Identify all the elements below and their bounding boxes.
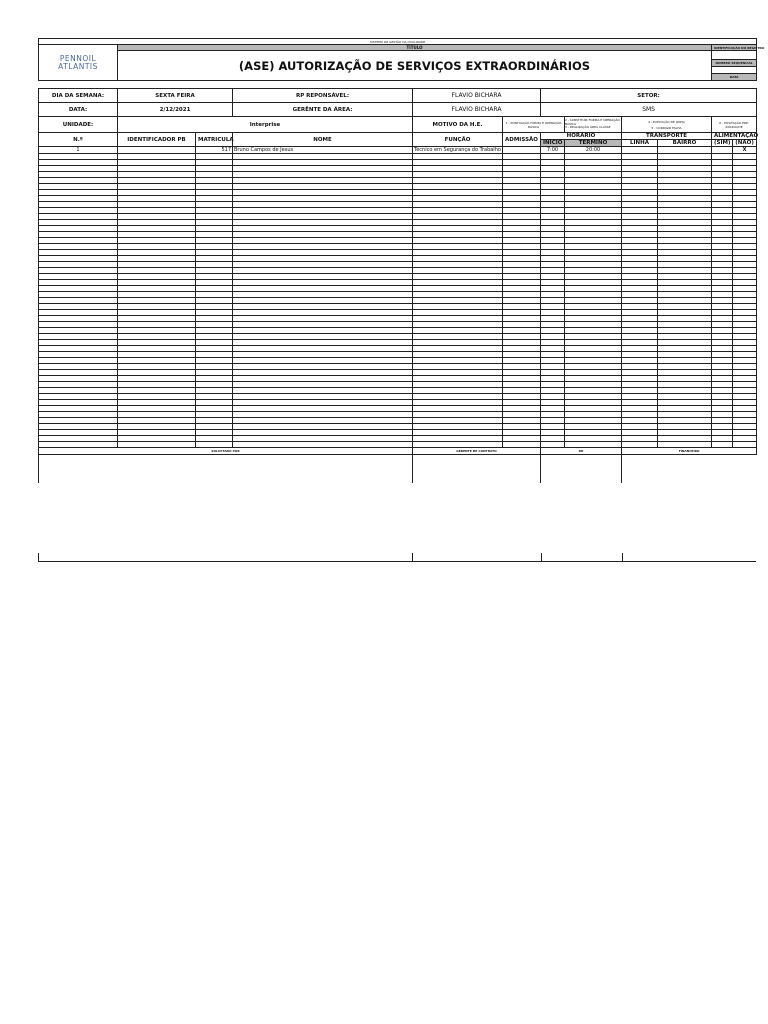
- motivo-label: MOTIVO DA H.E.: [413, 117, 503, 133]
- motivo-option-5: 5 - CORRIGIR FALHA: [651, 125, 682, 130]
- dia-semana-value[interactable]: SEXTA FEIRA: [118, 89, 233, 103]
- form-header-table: [38, 38, 765, 483]
- financeiro-label: FINANCEIRO: [622, 448, 757, 455]
- solicitado-signature[interactable]: [39, 455, 413, 483]
- data-value[interactable]: 2/12/2021: [118, 103, 233, 117]
- setor-label: SETOR:: [541, 89, 757, 103]
- col-nao: (NÃO): [733, 140, 757, 147]
- cell-inicio[interactable]: 7:00: [541, 147, 565, 154]
- cell-bairro[interactable]: [658, 147, 712, 154]
- data-label: DATA:: [39, 103, 118, 117]
- system-label: SISTEMA DE GESTÃO DA QUALIDADE: [39, 39, 757, 45]
- col-nome: NOME: [233, 133, 413, 147]
- data-registro-label: DATA: [712, 74, 757, 81]
- gerente-contrato-signature[interactable]: [413, 455, 541, 483]
- cell-sim[interactable]: [712, 147, 733, 154]
- motivo-option-3: 3 - REALIZAÇÃO ÁREA CLASSE: [565, 125, 611, 130]
- motivo-option-2: 2 - SUBSTITUIR FORMA E OPERAÇÃO BASICA: [565, 118, 620, 126]
- motivo-options-2-3[interactable]: [565, 117, 622, 133]
- unidade-label: UNIDADE:: [39, 117, 118, 133]
- col-termino: TÉRMINO: [565, 140, 622, 147]
- cell-linha[interactable]: [622, 147, 658, 154]
- col-n: N.º: [39, 133, 118, 147]
- cell-n[interactable]: 1: [39, 147, 118, 154]
- col-linha: LINHA: [622, 140, 658, 147]
- motivo-options-4-5[interactable]: [622, 117, 712, 133]
- cell-funcao[interactable]: Técnico em Segurança do Trabalho: [414, 147, 501, 153]
- table-row: [39, 147, 757, 154]
- numero-sequencial-label: NUMERO SEQUENCIAL: [712, 60, 757, 67]
- motivo-option-1[interactable]: 1 - PONTUAÇÃO FORMA E OPERAÇÃO BASICA: [503, 117, 565, 133]
- cell-nao[interactable]: X: [733, 147, 757, 154]
- identificacao-registro-value[interactable]: [712, 51, 757, 60]
- logo-line-2: ATLANTIS: [58, 61, 98, 71]
- col-identificador: IDENTIFICADOR PB: [118, 133, 196, 147]
- rh-signature[interactable]: [541, 455, 622, 483]
- cell-matricula[interactable]: 517: [196, 147, 233, 154]
- signature-lines: [38, 483, 756, 573]
- motivo-option-6[interactable]: 6 - POSITAÇÃO PRE-ROLIDAYDE: [712, 117, 757, 133]
- motivo-option-4: 4 - EXECUÇÃO DE LINHA: [648, 119, 685, 124]
- col-bairro: BAIRRO: [658, 140, 712, 147]
- col-funcao: FUNÇÃO: [413, 133, 503, 147]
- col-alimentacao: ALIMENTAÇÃO: [712, 133, 757, 140]
- solicitado-label: SOLICITADO POR: [39, 448, 413, 455]
- gerente-value[interactable]: FLAVIO BICHARA: [413, 103, 541, 117]
- cell-nome[interactable]: Bruno Campos de Jesus: [233, 147, 413, 154]
- rp-label: RP REPONSÁVEL:: [233, 89, 413, 103]
- form-title: (ASE) AUTORIZAÇÃO DE SERVIÇOS EXTRAORDINÁRIOS: [118, 51, 712, 81]
- gerente-contrato-label: GERENTE DE CONTRATO: [413, 448, 541, 455]
- gerente-label: GERÊNTE DA ÁREA:: [233, 103, 413, 117]
- rp-value[interactable]: FLAVIO BICHARA: [413, 89, 541, 103]
- rh-label: RH: [541, 448, 622, 455]
- cell-termino[interactable]: 20:00: [565, 147, 622, 154]
- form-sheet: [38, 38, 765, 573]
- cell-identificador[interactable]: [118, 147, 196, 154]
- col-transporte: TRANSPORTE: [622, 133, 712, 140]
- cell-admissao[interactable]: [503, 147, 541, 154]
- col-sim: (SIM): [712, 140, 733, 147]
- col-admissao: ADMISSÃO: [503, 133, 541, 147]
- employee-rows: [39, 147, 757, 448]
- company-logo: [39, 45, 118, 81]
- numero-sequencial-value[interactable]: [712, 67, 757, 74]
- logo-line-1: PENNOIL: [59, 53, 97, 63]
- dia-semana-label: DIA DA SEMANA:: [39, 89, 118, 103]
- titulo-label: TITULO: [118, 45, 712, 51]
- setor-value[interactable]: SMS: [541, 103, 757, 117]
- col-matricula: MATRICULA: [196, 133, 233, 147]
- financeiro-signature[interactable]: [622, 455, 757, 483]
- identificacao-registro-label: IDENTIFICAÇÃO DO REGISTRO: [712, 45, 757, 51]
- data-registro-value[interactable]: [39, 81, 757, 89]
- unidade-value[interactable]: Interprise: [118, 117, 413, 133]
- col-inicio: INÍCIO: [541, 140, 565, 147]
- col-horario: HORÁRIO: [541, 133, 622, 140]
